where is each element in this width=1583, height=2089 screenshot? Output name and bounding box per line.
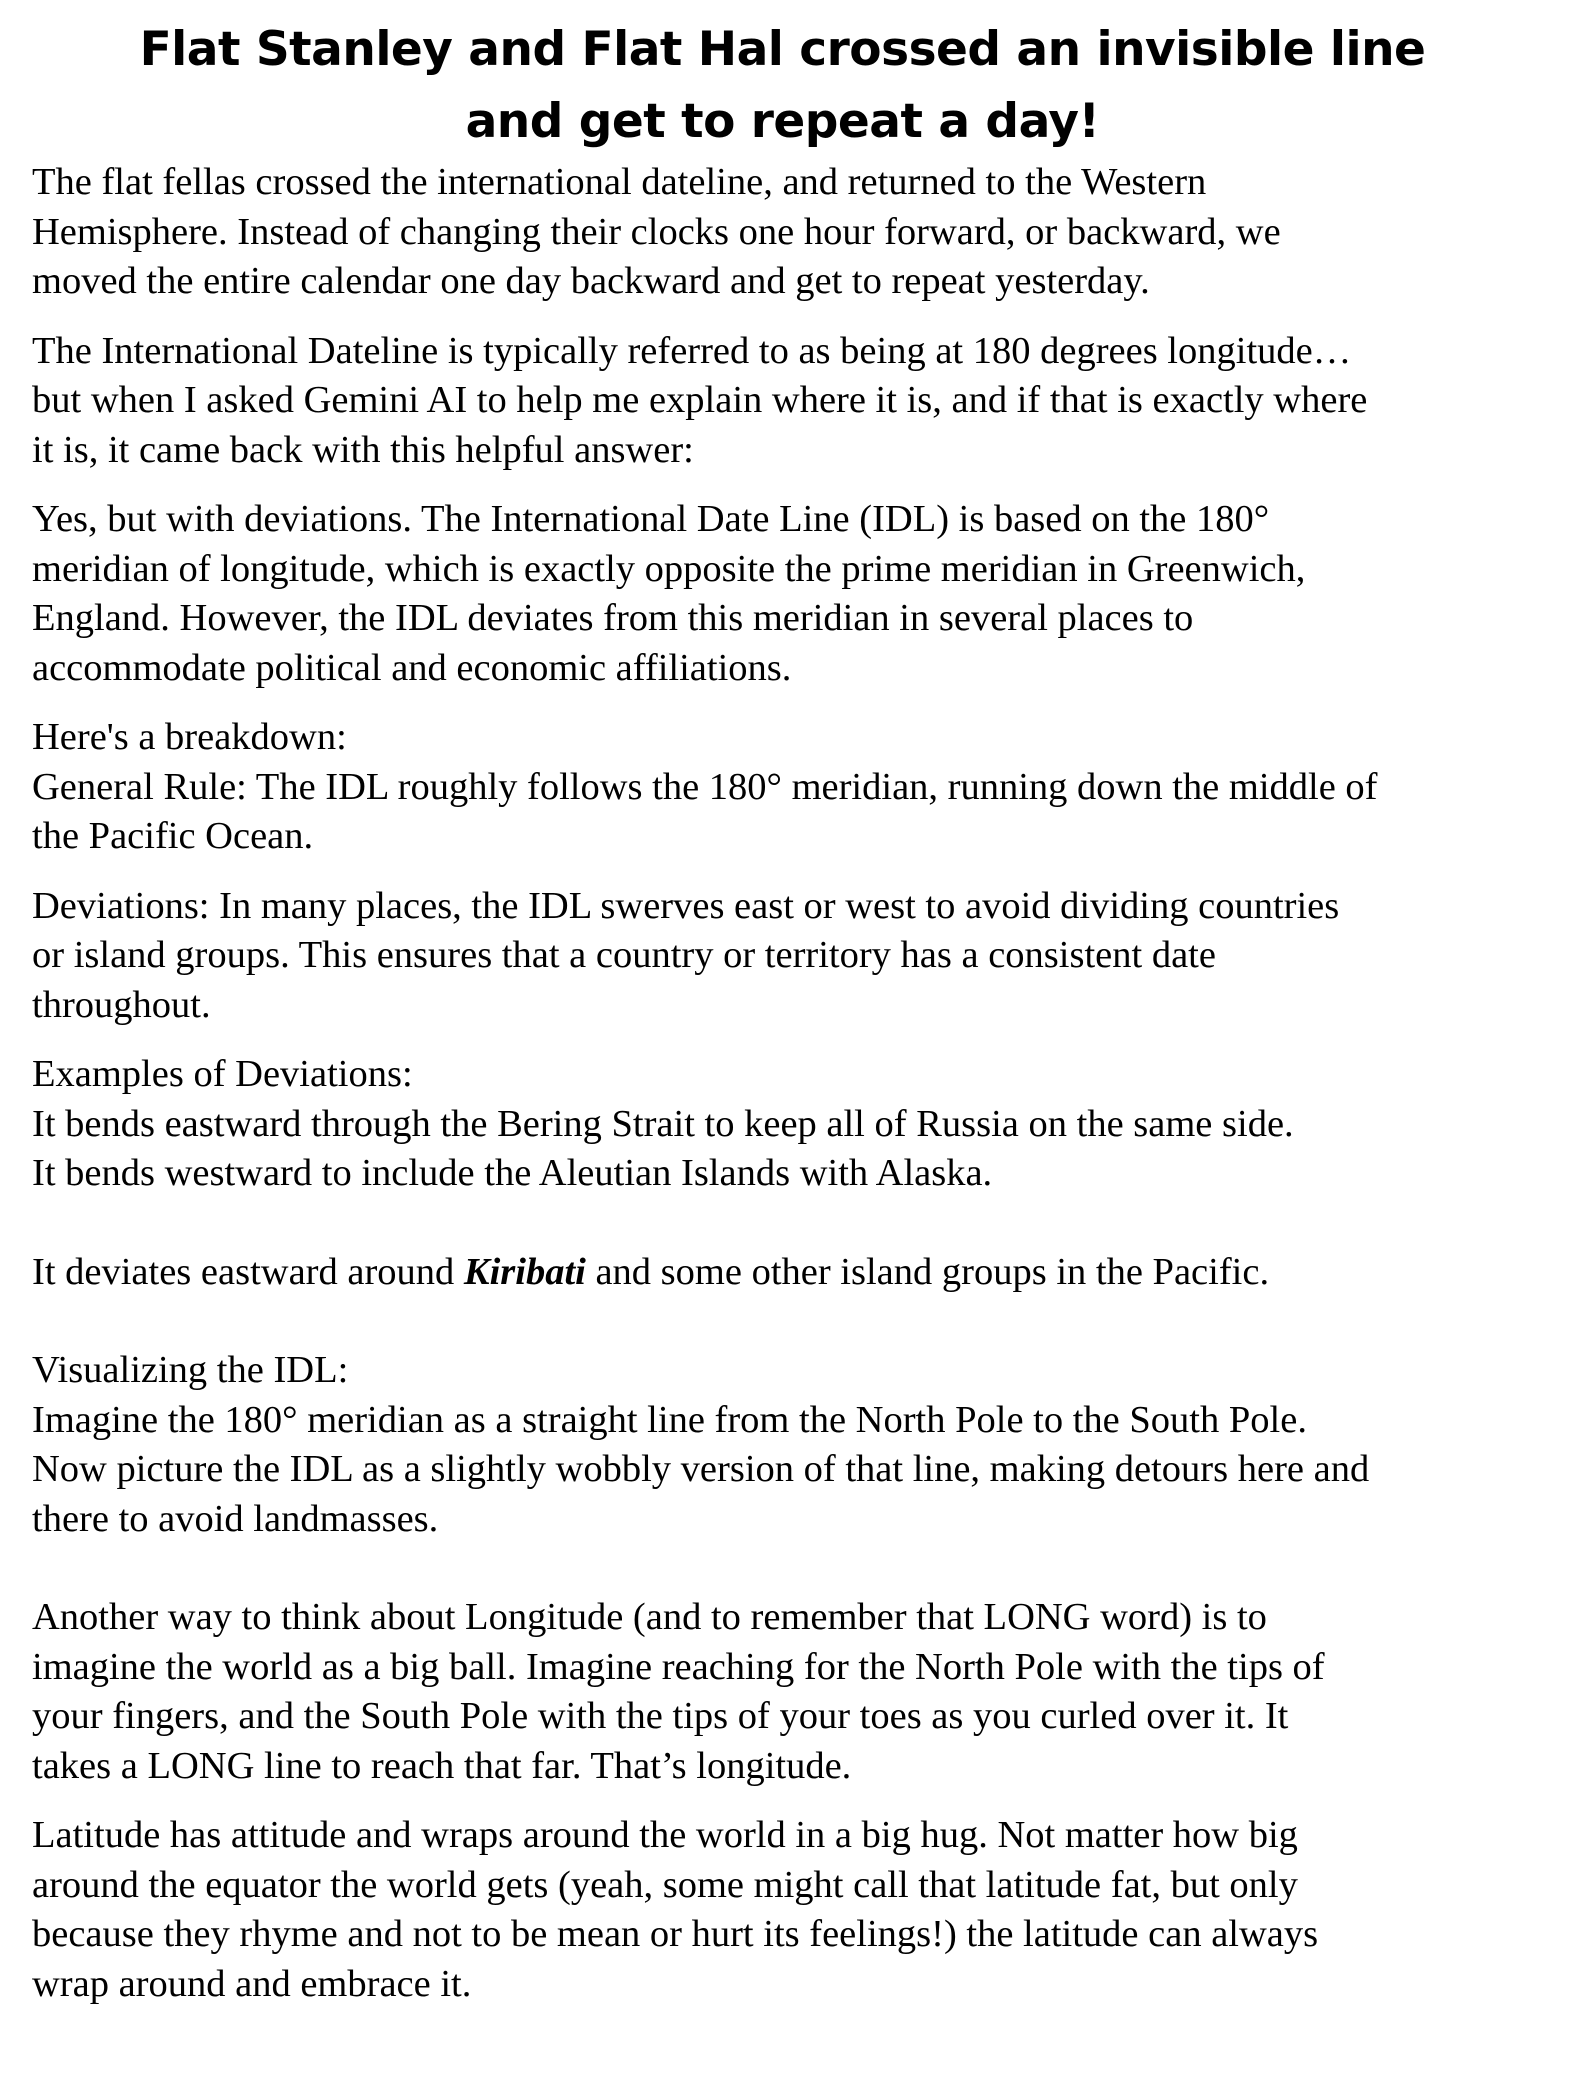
text-line: because they rhyme and not to be mean or hurt its feelings!) the latitude can always xyxy=(32,1913,1319,1955)
kiribati-emphasis: Kiribati xyxy=(463,1250,586,1293)
text-line: Examples of Deviations: xyxy=(32,1053,413,1095)
text-line: it is, it came back with this helpful answer: xyxy=(32,428,694,471)
text-line: The flat fellas crossed the international dateline, and returned to the Western xyxy=(32,161,1207,203)
text-line: Visualizing the IDL: xyxy=(32,1349,349,1391)
text-line: General Rule: The IDL roughly follows the 180° meridian, running down the middle of xyxy=(32,765,1378,808)
text-line: meridian of longitude, which is exactly opposite the prime meridian in Greenwich, xyxy=(32,547,1306,590)
text-line: Deviations: In many places, the IDL swerves east or west to avoid dividing countries xyxy=(32,884,1340,927)
body-text xyxy=(32,158,1563,2009)
text-line: Latitude has attitude and wraps around the world in a big hug. Not matter how big xyxy=(32,1814,1298,1856)
text-line: your fingers, and the South Pole with the tips of your toes as you curled over it. It xyxy=(32,1695,1289,1737)
kiribati-line-after: and some other island groups in the Pacific. xyxy=(585,1250,1270,1293)
title-line-2: and get to repeat a day! xyxy=(465,94,1100,149)
text-line: It bends eastward through the Bering Strait to keep all of Russia on the same side. xyxy=(32,1102,1294,1145)
paragraph-idl-answer xyxy=(32,495,1563,693)
text-line: England. However, the IDL deviates from this meridian in several places to xyxy=(32,597,1194,639)
text-line: Now picture the IDL as a slightly wobbly version of that line, making detours here and xyxy=(32,1448,1370,1490)
text-line: Yes, but with deviations. The International Date Line (IDL) is based on the 180° xyxy=(32,498,1270,540)
page-title xyxy=(32,14,1563,158)
text-line: imagine the world as a big ball. Imagine reaching for the North Pole with the tips of xyxy=(32,1645,1325,1688)
text-line: throughout. xyxy=(32,983,211,1026)
text-line: takes a LONG line to reach that far. That’s longitude. xyxy=(32,1744,852,1787)
paragraph-examples xyxy=(32,1050,1563,1199)
text-line: or island groups. This ensures that a country or territory has a consistent date xyxy=(32,934,1216,976)
paragraph-breakdown xyxy=(32,713,1563,862)
text-line: there to avoid landmasses. xyxy=(32,1497,439,1540)
text-line: wrap around and embrace it. xyxy=(32,1962,472,2005)
text-line: around the equator the world gets (yeah, some might call that latitude fat, but only xyxy=(32,1863,1298,1906)
paragraph-latitude xyxy=(32,1811,1563,2009)
paragraph-gemini-question xyxy=(32,327,1563,476)
paragraph-visualizing xyxy=(32,1346,1563,1544)
paragraph-kiribati xyxy=(32,1248,1563,1298)
kiribati-line-before: It deviates eastward around xyxy=(32,1250,464,1293)
title-line-1: Flat Stanley and Flat Hal crossed an invisible line xyxy=(139,22,1426,77)
text-line: Here's a breakdown: xyxy=(32,716,347,758)
paragraph-dateline-crossing xyxy=(32,158,1563,307)
text-line: The International Dateline is typically referred to as being at 180 degrees longitude… xyxy=(32,329,1352,372)
text-line: Hemisphere. Instead of changing their clocks one hour forward, or backward, we xyxy=(32,210,1281,253)
paragraph-deviations xyxy=(32,882,1563,1031)
paragraph-longitude xyxy=(32,1593,1563,1791)
text-line: moved the entire calendar one day backward and get to repeat yesterday. xyxy=(32,260,1150,302)
text-line: accommodate political and economic affiliations. xyxy=(32,646,792,689)
text-line: the Pacific Ocean. xyxy=(32,815,314,857)
text-line: It bends westward to include the Aleutian Islands with Alaska. xyxy=(32,1152,993,1194)
kiribati-line xyxy=(32,1248,1563,1298)
text-line: Imagine the 180° meridian as a straight line from the North Pole to the South Pole. xyxy=(32,1398,1307,1441)
text-line: but when I asked Gemini AI to help me explain where it is, and if that is exactly where xyxy=(32,379,1368,421)
text-line: Another way to think about Longitude (and to remember that LONG word) is to xyxy=(32,1596,1267,1638)
